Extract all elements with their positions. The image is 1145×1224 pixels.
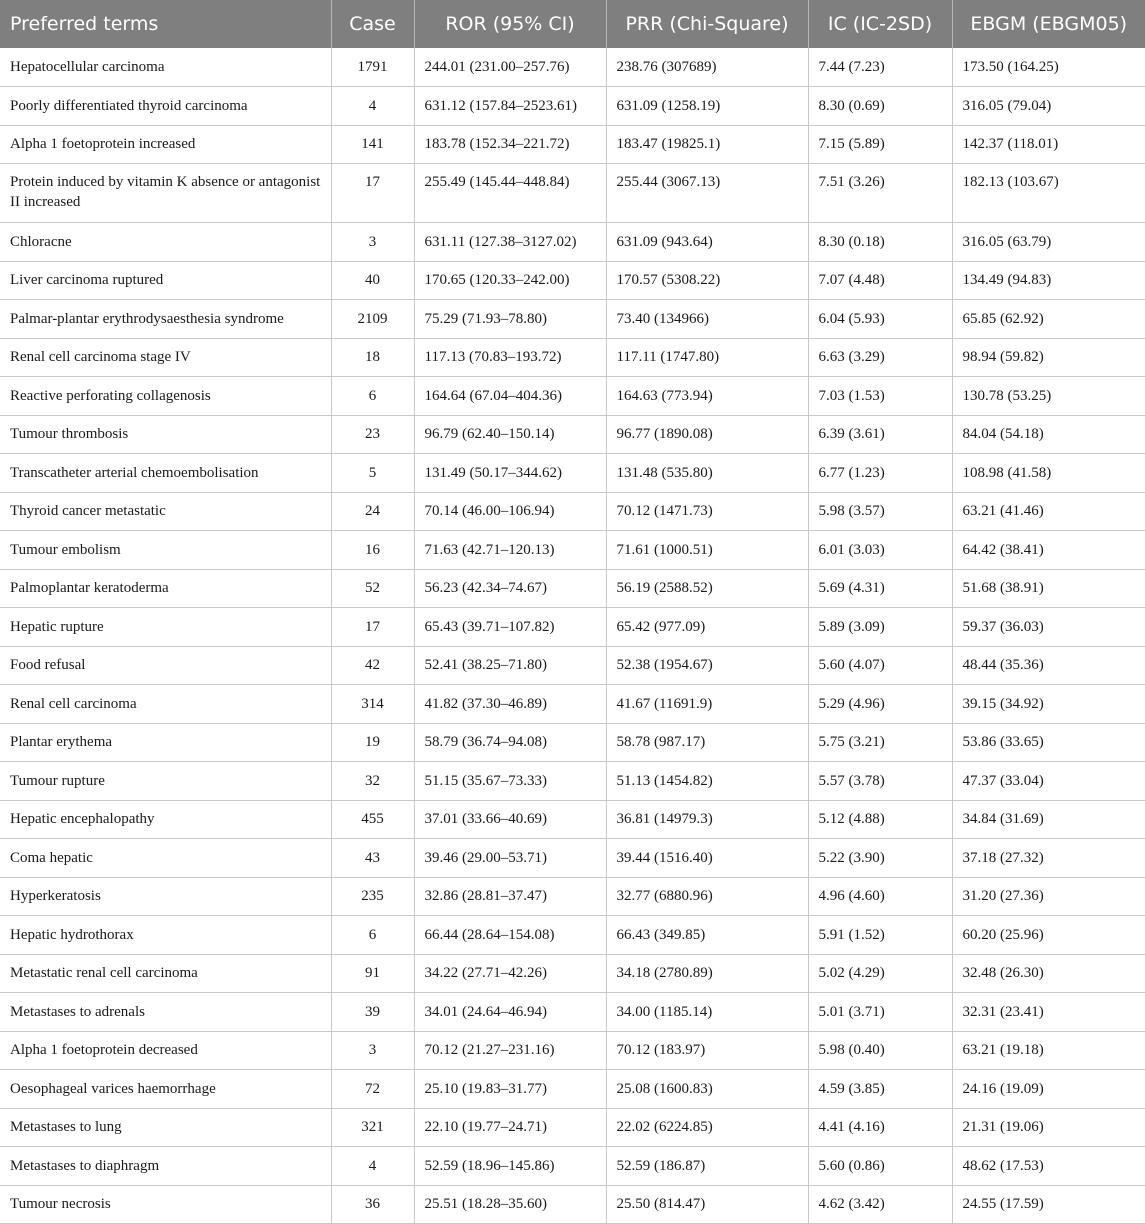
header-ror: ROR (95% CI) [414,0,606,48]
prr-cell: 183.47 (19825.1) [606,125,808,164]
prr-cell: 52.59 (186.87) [606,1147,808,1186]
ror-cell: 164.64 (67.04–404.36) [414,377,606,416]
ic-cell: 6.39 (3.61) [808,415,952,454]
case-cell: 24 [331,492,414,531]
ic-cell: 7.03 (1.53) [808,377,952,416]
ebgm-cell: 173.50 (164.25) [952,48,1145,87]
case-cell: 455 [331,800,414,839]
prr-cell: 32.77 (6880.96) [606,877,808,916]
term-cell: Protein induced by vitamin K absence or antagonist II increased [0,164,331,223]
ic-cell: 4.41 (4.16) [808,1108,952,1147]
prr-cell: 117.11 (1747.80) [606,338,808,377]
case-cell: 6 [331,377,414,416]
table-row [0,954,1145,993]
prr-cell: 131.48 (535.80) [606,454,808,493]
term-cell: Hepatic encephalopathy [0,800,331,839]
ebgm-cell: 32.31 (23.41) [952,993,1145,1032]
ic-cell: 7.51 (3.26) [808,164,952,223]
ror-cell: 75.29 (71.93–78.80) [414,300,606,339]
ebgm-cell: 316.05 (63.79) [952,223,1145,262]
ror-cell: 65.43 (39.71–107.82) [414,608,606,647]
ic-cell: 5.98 (3.57) [808,492,952,531]
table-row [0,415,1145,454]
ror-cell: 70.14 (46.00–106.94) [414,492,606,531]
ror-cell: 71.63 (42.71–120.13) [414,531,606,570]
case-cell: 52 [331,569,414,608]
ebgm-cell: 59.37 (36.03) [952,608,1145,647]
term-cell: Liver carcinoma ruptured [0,261,331,300]
case-cell: 3 [331,223,414,262]
prr-cell: 71.61 (1000.51) [606,531,808,570]
table-row [0,608,1145,647]
table-row [0,164,1145,223]
term-cell: Metastases to diaphragm [0,1147,331,1186]
ror-cell: 117.13 (70.83–193.72) [414,338,606,377]
term-cell: Food refusal [0,646,331,685]
case-cell: 314 [331,685,414,724]
prr-cell: 51.13 (1454.82) [606,762,808,801]
ebgm-cell: 182.13 (103.67) [952,164,1145,223]
ic-cell: 5.60 (0.86) [808,1147,952,1186]
table-row [0,723,1145,762]
case-cell: 4 [331,87,414,126]
ic-cell: 5.29 (4.96) [808,685,952,724]
prr-cell: 164.63 (773.94) [606,377,808,416]
table-row [0,223,1145,262]
term-cell: Coma hepatic [0,839,331,878]
table-body [0,48,1145,1224]
case-cell: 2109 [331,300,414,339]
table-row [0,492,1145,531]
ebgm-cell: 37.18 (27.32) [952,839,1145,878]
case-cell: 23 [331,415,414,454]
ebgm-cell: 48.62 (17.53) [952,1147,1145,1186]
term-cell: Chloracne [0,223,331,262]
term-cell: Metastases to adrenals [0,993,331,1032]
ebgm-cell: 63.21 (19.18) [952,1031,1145,1070]
ror-cell: 25.51 (18.28–35.60) [414,1185,606,1224]
term-cell: Plantar erythema [0,723,331,762]
ebgm-cell: 316.05 (79.04) [952,87,1145,126]
table-row [0,685,1145,724]
table-row [0,261,1145,300]
table-row [0,454,1145,493]
ic-cell: 6.01 (3.03) [808,531,952,570]
header-prr: PRR (Chi-Square) [606,0,808,48]
table-row [0,1108,1145,1147]
prr-cell: 39.44 (1516.40) [606,839,808,878]
table-row [0,125,1145,164]
ebgm-cell: 84.04 (54.18) [952,415,1145,454]
term-cell: Thyroid cancer metastatic [0,492,331,531]
prr-cell: 36.81 (14979.3) [606,800,808,839]
case-cell: 17 [331,608,414,647]
table-row [0,300,1145,339]
case-cell: 40 [331,261,414,300]
table-row [0,1031,1145,1070]
ror-cell: 52.41 (38.25–71.80) [414,646,606,685]
case-cell: 72 [331,1070,414,1109]
ebgm-cell: 64.42 (38.41) [952,531,1145,570]
term-cell: Metastases to lung [0,1108,331,1147]
table-row [0,569,1145,608]
ror-cell: 32.86 (28.81–37.47) [414,877,606,916]
table-row [0,646,1145,685]
case-cell: 39 [331,993,414,1032]
case-cell: 235 [331,877,414,916]
case-cell: 91 [331,954,414,993]
ebgm-cell: 51.68 (38.91) [952,569,1145,608]
term-cell: Poorly differentiated thyroid carcinoma [0,87,331,126]
ror-cell: 41.82 (37.30–46.89) [414,685,606,724]
case-cell: 43 [331,839,414,878]
prr-cell: 96.77 (1890.08) [606,415,808,454]
ror-cell: 39.46 (29.00–53.71) [414,839,606,878]
term-cell: Palmar-plantar erythrodysaesthesia syndrome [0,300,331,339]
ror-cell: 131.49 (50.17–344.62) [414,454,606,493]
prr-cell: 34.18 (2780.89) [606,954,808,993]
ic-cell: 5.60 (4.07) [808,646,952,685]
ic-cell: 5.02 (4.29) [808,954,952,993]
ebgm-cell: 142.37 (118.01) [952,125,1145,164]
case-cell: 32 [331,762,414,801]
table-row [0,1070,1145,1109]
term-cell: Renal cell carcinoma stage IV [0,338,331,377]
ror-cell: 66.44 (28.64–154.08) [414,916,606,955]
header-preferred-terms: Preferred terms [0,0,331,48]
ic-cell: 5.22 (3.90) [808,839,952,878]
prr-cell: 70.12 (1471.73) [606,492,808,531]
ror-cell: 183.78 (152.34–221.72) [414,125,606,164]
ic-cell: 5.91 (1.52) [808,916,952,955]
prr-cell: 631.09 (943.64) [606,223,808,262]
prr-cell: 52.38 (1954.67) [606,646,808,685]
case-cell: 321 [331,1108,414,1147]
ror-cell: 244.01 (231.00–257.76) [414,48,606,87]
ror-cell: 25.10 (19.83–31.77) [414,1070,606,1109]
term-cell: Renal cell carcinoma [0,685,331,724]
ror-cell: 70.12 (21.27–231.16) [414,1031,606,1070]
term-cell: Tumour rupture [0,762,331,801]
ror-cell: 51.15 (35.67–73.33) [414,762,606,801]
table-row [0,1185,1145,1224]
prr-cell: 238.76 (307689) [606,48,808,87]
prr-cell: 41.67 (11691.9) [606,685,808,724]
prr-cell: 70.12 (183.97) [606,1031,808,1070]
term-cell: Hepatic hydrothorax [0,916,331,955]
table-row [0,531,1145,570]
ebgm-cell: 24.55 (17.59) [952,1185,1145,1224]
term-cell: Alpha 1 foetoprotein decreased [0,1031,331,1070]
ror-cell: 58.79 (36.74–94.08) [414,723,606,762]
table-row [0,916,1145,955]
table-header [0,0,1145,48]
ebgm-cell: 60.20 (25.96) [952,916,1145,955]
case-cell: 19 [331,723,414,762]
term-cell: Tumour embolism [0,531,331,570]
ror-cell: 96.79 (62.40–150.14) [414,415,606,454]
ror-cell: 56.23 (42.34–74.67) [414,569,606,608]
ebgm-cell: 134.49 (94.83) [952,261,1145,300]
ebgm-cell: 65.85 (62.92) [952,300,1145,339]
ic-cell: 6.77 (1.23) [808,454,952,493]
ebgm-cell: 32.48 (26.30) [952,954,1145,993]
prr-cell: 25.08 (1600.83) [606,1070,808,1109]
ic-cell: 5.57 (3.78) [808,762,952,801]
ic-cell: 7.07 (4.48) [808,261,952,300]
table-row [0,762,1145,801]
table-row [0,877,1145,916]
ic-cell: 6.63 (3.29) [808,338,952,377]
table-row [0,87,1145,126]
case-cell: 5 [331,454,414,493]
prr-cell: 73.40 (134966) [606,300,808,339]
prr-cell: 22.02 (6224.85) [606,1108,808,1147]
term-cell: Metastatic renal cell carcinoma [0,954,331,993]
case-cell: 4 [331,1147,414,1186]
term-cell: Hyperkeratosis [0,877,331,916]
table-row [0,800,1145,839]
term-cell: Hepatic rupture [0,608,331,647]
prr-cell: 34.00 (1185.14) [606,993,808,1032]
ror-cell: 34.22 (27.71–42.26) [414,954,606,993]
ror-cell: 170.65 (120.33–242.00) [414,261,606,300]
prr-cell: 255.44 (3067.13) [606,164,808,223]
ror-cell: 37.01 (33.66–40.69) [414,800,606,839]
ic-cell: 8.30 (0.69) [808,87,952,126]
term-cell: Tumour thrombosis [0,415,331,454]
case-cell: 16 [331,531,414,570]
table-row [0,993,1145,1032]
prr-cell: 58.78 (987.17) [606,723,808,762]
table-row [0,377,1145,416]
ebgm-cell: 31.20 (27.36) [952,877,1145,916]
ic-cell: 8.30 (0.18) [808,223,952,262]
ror-cell: 34.01 (24.64–46.94) [414,993,606,1032]
ror-cell: 631.11 (127.38–3127.02) [414,223,606,262]
header-case: Case [331,0,414,48]
table-row [0,338,1145,377]
ebgm-cell: 48.44 (35.36) [952,646,1145,685]
case-cell: 1791 [331,48,414,87]
header-row [0,0,1145,48]
prr-cell: 66.43 (349.85) [606,916,808,955]
table-row [0,1147,1145,1186]
prr-cell: 65.42 (977.09) [606,608,808,647]
ebgm-cell: 21.31 (19.06) [952,1108,1145,1147]
ebgm-cell: 24.16 (19.09) [952,1070,1145,1109]
ebgm-cell: 34.84 (31.69) [952,800,1145,839]
ror-cell: 631.12 (157.84–2523.61) [414,87,606,126]
ic-cell: 5.12 (4.88) [808,800,952,839]
term-cell: Oesophageal varices haemorrhage [0,1070,331,1109]
ebgm-cell: 130.78 (53.25) [952,377,1145,416]
ic-cell: 5.75 (3.21) [808,723,952,762]
ebgm-cell: 53.86 (33.65) [952,723,1145,762]
term-cell: Transcatheter arterial chemoembolisation [0,454,331,493]
ror-cell: 52.59 (18.96–145.86) [414,1147,606,1186]
ror-cell: 22.10 (19.77–24.71) [414,1108,606,1147]
case-cell: 18 [331,338,414,377]
header-ebgm: EBGM (EBGM05) [952,0,1145,48]
ic-cell: 5.69 (4.31) [808,569,952,608]
ic-cell: 7.15 (5.89) [808,125,952,164]
term-cell: Alpha 1 foetoprotein increased [0,125,331,164]
ebgm-cell: 39.15 (34.92) [952,685,1145,724]
ebgm-cell: 63.21 (41.46) [952,492,1145,531]
table-row [0,839,1145,878]
ror-cell: 255.49 (145.44–448.84) [414,164,606,223]
ic-cell: 7.44 (7.23) [808,48,952,87]
case-cell: 6 [331,916,414,955]
prr-cell: 170.57 (5308.22) [606,261,808,300]
header-ic: IC (IC-2SD) [808,0,952,48]
case-cell: 42 [331,646,414,685]
table-row [0,48,1145,87]
ebgm-cell: 47.37 (33.04) [952,762,1145,801]
case-cell: 17 [331,164,414,223]
prr-cell: 25.50 (814.47) [606,1185,808,1224]
ic-cell: 5.01 (3.71) [808,993,952,1032]
prr-cell: 631.09 (1258.19) [606,87,808,126]
case-cell: 141 [331,125,414,164]
ebgm-cell: 108.98 (41.58) [952,454,1145,493]
ic-cell: 4.59 (3.85) [808,1070,952,1109]
term-cell: Palmoplantar keratoderma [0,569,331,608]
term-cell: Tumour necrosis [0,1185,331,1224]
ic-cell: 4.96 (4.60) [808,877,952,916]
ic-cell: 4.62 (3.42) [808,1185,952,1224]
case-cell: 3 [331,1031,414,1070]
case-cell: 36 [331,1185,414,1224]
ebgm-cell: 98.94 (59.82) [952,338,1145,377]
ic-cell: 5.89 (3.09) [808,608,952,647]
ic-cell: 6.04 (5.93) [808,300,952,339]
term-cell: Reactive perforating collagenosis [0,377,331,416]
ic-cell: 5.98 (0.40) [808,1031,952,1070]
prr-cell: 56.19 (2588.52) [606,569,808,608]
term-cell: Hepatocellular carcinoma [0,48,331,87]
